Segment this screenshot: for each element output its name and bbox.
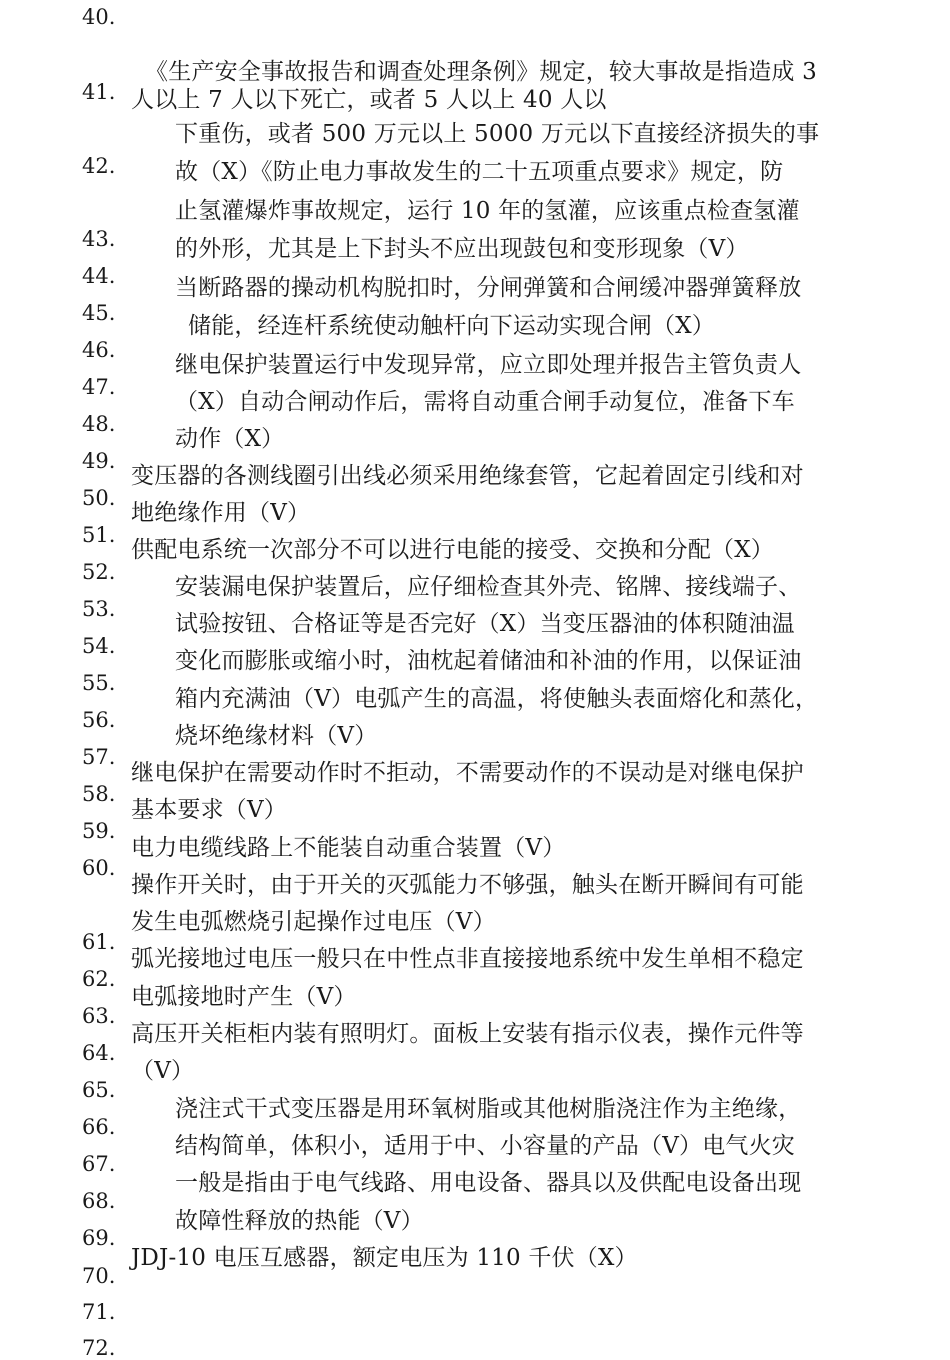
line-number: 50. [82, 486, 116, 510]
text-line: 止氢灌爆炸事故规定，运行 10 年的氢灌，应该重点检查氢灌 [175, 198, 800, 224]
line-number: 54. [82, 634, 116, 658]
line-number: 69. [82, 1226, 116, 1250]
text-line: 的外形，尤其是上下封头不应出现鼓包和变形现象（V） [175, 236, 749, 262]
text-line: 地绝缘作用（V） [131, 500, 311, 526]
text-line: 继电保护装置运行中发现异常，应立即处理并报告主管负责人 [175, 352, 802, 378]
line-number: 64. [82, 1041, 116, 1065]
text-line: 操作开关时，由于开关的灭弧能力不够强，触头在断开瞬间有可能 [131, 872, 804, 898]
line-number: 67. [82, 1152, 116, 1176]
text-line: 变化而膨胀或缩小时，油枕起着储油和补油的作用，以保证油 [175, 648, 802, 674]
text-line: 继电保护在需要动作时不拒动，不需要动作的不误动是对继电保护 [131, 760, 804, 786]
text-line: 储能，经连杆系统使动触杆向下运动实现合闸（X） [188, 313, 715, 339]
text-line: 《生产安全事故报告和调查处理条例》规定，较大事故是指造成 3 [145, 59, 817, 85]
line-number: 41. [82, 80, 116, 104]
text-line: 下重伤，或者 500 万元以上 5000 万元以下直接经济损失的事 [175, 121, 820, 147]
text-line: 箱内充满油（V）电弧产生的高温，将使触头表面熔化和蒸化， [175, 686, 819, 712]
line-number: 57. [82, 745, 116, 769]
text-line: 结构简单，体积小，适用于中、小容量的产品（V）电气火灾 [175, 1133, 796, 1159]
text-line: 人以上 7 人以下死亡，或者 5 人以上 40 人以 [131, 87, 607, 113]
line-number: 61. [82, 930, 116, 954]
line-number: 68. [82, 1189, 116, 1213]
text-line: 烧坏绝缘材料（V） [175, 723, 378, 749]
line-number: 56. [82, 708, 116, 732]
text-line: 供配电系统一次部分不可以进行电能的接受、交换和分配（X） [131, 537, 774, 563]
text-line: 动作（X） [175, 426, 285, 452]
text-line: （V） [131, 1058, 195, 1084]
text-line: 一般是指由于电气线路、用电设备、器具以及供配电设备出现 [175, 1170, 802, 1196]
text-line: 弧光接地过电压一般只在中性点非直接接地系统中发生单相不稳定 [131, 946, 804, 972]
line-number: 44. [82, 264, 116, 288]
line-number: 46. [82, 338, 116, 362]
line-number: 45. [82, 301, 116, 325]
line-number: 60. [82, 856, 116, 880]
text-line: 发生电弧燃烧引起操作过电压（V） [131, 909, 496, 935]
line-number: 49. [82, 449, 116, 473]
text-line: 浇注式干式变压器是用环氧树脂或其他树脂浇注作为主绝缘， [175, 1096, 802, 1122]
line-number: 59. [82, 819, 116, 843]
line-number: 53. [82, 597, 116, 621]
line-number: 42. [82, 154, 116, 178]
text-line: 试验按钮、合格证等是否完好（X）当变压器油的体积随油温 [175, 611, 795, 637]
line-number: 55. [82, 671, 116, 695]
text-line: 故障性释放的热能（V） [175, 1208, 424, 1234]
line-number: 71. [82, 1300, 116, 1324]
text-line: 电弧接地时产生（V） [131, 984, 357, 1010]
line-number: 51. [82, 523, 116, 547]
line-number: 40. [82, 5, 116, 29]
text-line: JDJ-10 电压互感器，额定电压为 110 千伏（X） [131, 1245, 638, 1271]
text-line: 基本要求（V） [131, 797, 288, 823]
line-number: 72. [82, 1336, 116, 1360]
line-number: 70. [82, 1264, 116, 1288]
line-number: 62. [82, 967, 116, 991]
text-line: （X）自动合闸动作后，需将自动重合闸手动复位，准备下车 [175, 389, 795, 415]
text-line: 故（X）《防止电力事故发生的二十五项重点要求》规定，防 [175, 159, 784, 185]
text-line: 变压器的各测线圈引出线必须采用绝缘套管，它起着固定引线和对 [131, 463, 804, 489]
text-line: 安装漏电保护装置后，应仔细检查其外壳、铭牌、接线端子、 [175, 574, 802, 600]
line-number: 48. [82, 412, 116, 436]
text-line: 电力电缆线路上不能装自动重合装置（V） [131, 835, 566, 861]
line-number: 65. [82, 1078, 116, 1102]
line-number: 58. [82, 782, 116, 806]
line-number: 63. [82, 1004, 116, 1028]
text-line: 当断路器的操动机构脱扣时，分闸弹簧和合闸缓冲器弹簧释放 [175, 275, 802, 301]
line-number: 43. [82, 227, 116, 251]
line-number: 52. [82, 560, 116, 584]
line-number: 47. [82, 375, 116, 399]
text-line: 高压开关柜柜内装有照明灯。面板上安装有指示仪表，操作元件等 [131, 1021, 804, 1047]
line-number: 66. [82, 1115, 116, 1139]
